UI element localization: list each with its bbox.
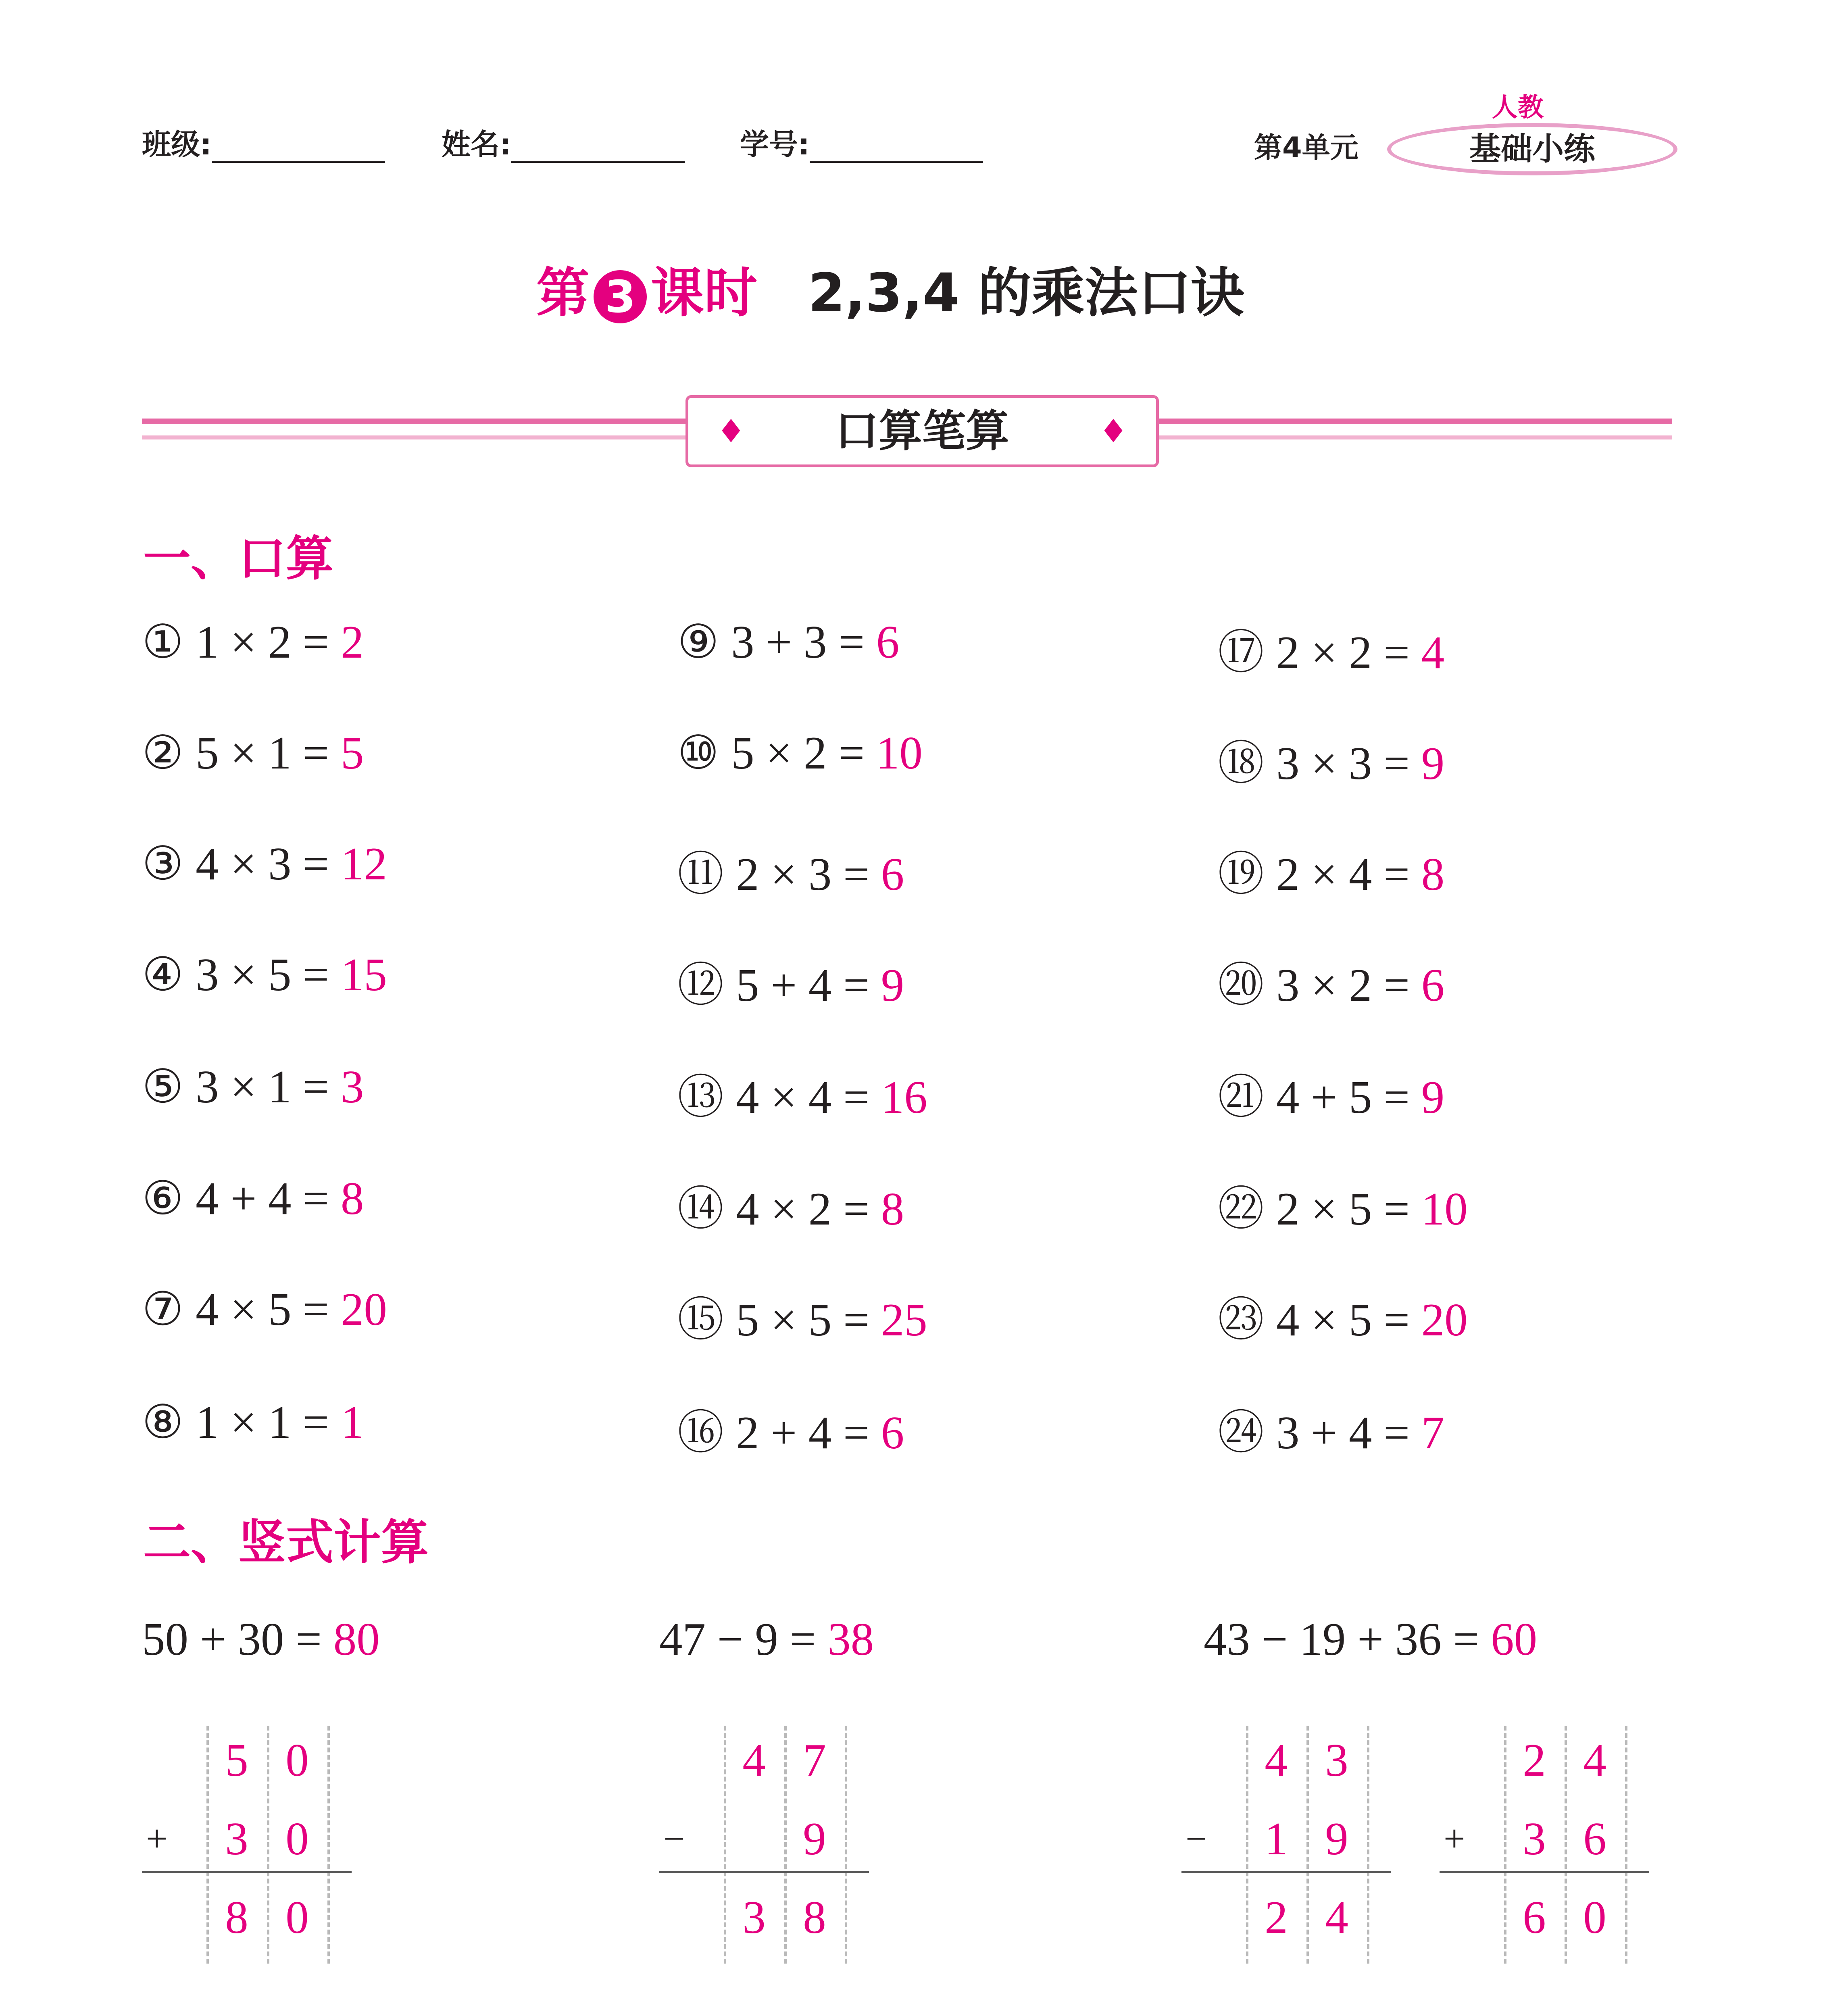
item-number: ⑯ xyxy=(677,1407,724,1458)
item-expression: 4 × 5 = xyxy=(1276,1294,1410,1345)
item-number: ⑫ xyxy=(677,960,724,1011)
problem: 50 + 30 = 80 xyxy=(142,1614,380,1665)
item-number: ⑲ xyxy=(1218,849,1265,900)
section-band xyxy=(685,395,1159,467)
item-number: ⑪ xyxy=(677,849,724,900)
vertical-calculation xyxy=(142,1726,352,1968)
item-expression: 4 × 3 = xyxy=(196,838,329,889)
lesson-number-badge: 3 xyxy=(594,270,647,323)
item-answer: 9 xyxy=(1421,738,1445,789)
item-expression: 5 × 2 = xyxy=(731,727,865,779)
digit: 0 xyxy=(285,1892,309,1943)
item-answer: 15 xyxy=(340,949,387,1000)
digit: 2 xyxy=(1523,1735,1546,1786)
item-expression: 3 + 3 = xyxy=(731,616,865,668)
oral-item xyxy=(677,1395,904,1462)
digit: 8 xyxy=(803,1892,826,1943)
oral-item xyxy=(677,1060,927,1126)
item-number: ④ xyxy=(142,949,184,1000)
oral-item xyxy=(1218,726,1444,792)
result-rule xyxy=(1440,1871,1649,1873)
item-expression: 3 + 4 = xyxy=(1276,1407,1410,1458)
item-expression: 1 × 1 = xyxy=(196,1397,329,1448)
digit: 3 xyxy=(742,1892,766,1943)
item-expression: 5 × 1 = xyxy=(196,727,329,779)
item-answer: 8 xyxy=(1421,849,1445,900)
oral-item xyxy=(142,1282,387,1336)
oral-item xyxy=(142,1060,364,1114)
item-answer: 2 xyxy=(340,616,364,668)
item-expression: 4 × 5 = xyxy=(196,1284,329,1335)
digit: 4 xyxy=(1325,1892,1348,1943)
item-answer: 4 xyxy=(1421,627,1445,678)
item-number: ① xyxy=(142,616,184,668)
item-number: ⑩ xyxy=(677,727,719,779)
oral-item xyxy=(677,726,923,780)
digit: 6 xyxy=(1523,1892,1546,1943)
item-answer: 8 xyxy=(881,1183,904,1235)
item-expression: 3 × 2 = xyxy=(1276,960,1410,1011)
class-label: 班级: xyxy=(142,121,385,163)
item-answer: 9 xyxy=(1421,1072,1445,1123)
digit: 1 xyxy=(1265,1813,1288,1864)
item-answer: 3 xyxy=(340,1061,364,1112)
item-number: ⑬ xyxy=(677,1072,724,1123)
item-expression: 2 × 2 = xyxy=(1276,627,1410,678)
item-expression: 3 × 3 = xyxy=(1276,738,1410,789)
item-answer: 6 xyxy=(1421,960,1445,1011)
item-answer: 12 xyxy=(340,838,387,889)
item-expression: 4 + 4 = xyxy=(196,1173,329,1224)
item-answer: 1 xyxy=(340,1397,364,1448)
digit: 7 xyxy=(803,1735,826,1786)
digit-column-line xyxy=(1625,1726,1627,1964)
oral-item xyxy=(677,1282,927,1349)
oral-item xyxy=(677,837,904,903)
band-label: 口算笔算 xyxy=(835,406,1009,456)
edition-label: 人教 xyxy=(1492,93,1544,123)
oral-item xyxy=(677,615,899,669)
item-expression: 4 × 2 = xyxy=(736,1183,869,1235)
item-expression: 2 × 4 = xyxy=(1276,849,1410,900)
item-expression: 5 × 5 = xyxy=(736,1294,869,1345)
digit: 6 xyxy=(1583,1813,1606,1864)
item-answer: 6 xyxy=(881,849,904,900)
digit: 0 xyxy=(285,1735,309,1786)
item-number: ⑭ xyxy=(677,1183,724,1235)
section-heading-oral: 一、口算 xyxy=(143,531,334,586)
operator: + xyxy=(146,1817,168,1860)
digit-column-line xyxy=(1367,1726,1369,1964)
item-number: ⑦ xyxy=(142,1284,184,1335)
item-answer: 10 xyxy=(876,727,923,779)
oral-item xyxy=(1218,1171,1468,1238)
number-field[interactable] xyxy=(810,137,983,163)
item-answer: 20 xyxy=(1421,1294,1468,1345)
item-number: ⑳ xyxy=(1218,960,1265,1011)
name-field[interactable] xyxy=(511,137,685,163)
item-number: ㉔ xyxy=(1218,1407,1265,1458)
digit: 5 xyxy=(225,1735,248,1786)
oral-item xyxy=(1218,1060,1444,1126)
section-heading-vertical: 二、竖式计算 xyxy=(143,1514,429,1570)
item-expression: 1 × 2 = xyxy=(196,616,329,668)
item-answer: 10 xyxy=(1421,1183,1468,1235)
unit-label: 第4单元 xyxy=(1254,131,1358,164)
item-expression: 2 × 3 = xyxy=(736,849,869,900)
digit: 4 xyxy=(1583,1735,1606,1786)
item-expression: 5 + 4 = xyxy=(736,960,869,1011)
item-answer: 9 xyxy=(881,960,904,1011)
digit: 3 xyxy=(1523,1813,1546,1864)
vertical-calculation xyxy=(659,1726,869,1968)
digit: 4 xyxy=(1265,1735,1288,1786)
digit-column-line xyxy=(845,1726,847,1964)
item-number: ⑰ xyxy=(1218,627,1265,678)
digit: 3 xyxy=(225,1813,248,1864)
oral-item xyxy=(142,1395,364,1449)
item-expression: 4 + 5 = xyxy=(1276,1072,1410,1123)
oral-item xyxy=(1218,948,1444,1014)
class-field[interactable] xyxy=(212,137,385,163)
lesson-topic: 2,3,4 的乘法口诀 xyxy=(808,262,1244,324)
item-number: ㉓ xyxy=(1218,1294,1265,1345)
series-logo: 基础小练 xyxy=(1387,123,1677,175)
item-answer: 25 xyxy=(881,1294,927,1345)
digit: 0 xyxy=(1583,1892,1606,1943)
oral-item xyxy=(142,615,364,669)
digit: 8 xyxy=(225,1892,248,1943)
item-answer: 6 xyxy=(881,1407,904,1458)
problem: 47 − 9 = 38 xyxy=(659,1614,874,1665)
oral-item xyxy=(1218,837,1444,903)
item-answer: 6 xyxy=(876,616,900,668)
oral-item xyxy=(1218,615,1444,681)
item-expression: 3 × 5 = xyxy=(196,949,329,1000)
item-number: ③ xyxy=(142,838,184,889)
item-answer: 16 xyxy=(881,1072,927,1123)
number-label: 学号: xyxy=(740,121,983,163)
item-answer: 20 xyxy=(340,1284,387,1335)
page-title: 第 3 课时 2,3,4 的乘法口诀 xyxy=(536,262,1244,324)
vertical-calculation xyxy=(1440,1726,1649,1968)
result-rule xyxy=(1181,1871,1391,1873)
digit: 2 xyxy=(1265,1892,1288,1943)
oral-item xyxy=(142,1171,364,1225)
result-rule xyxy=(659,1871,869,1873)
oral-item xyxy=(677,948,904,1014)
diamond-icon: ♦ xyxy=(717,412,746,450)
oral-item xyxy=(142,837,387,891)
diamond-icon: ♦ xyxy=(1099,412,1128,450)
digit-column-line xyxy=(327,1726,330,1964)
item-number: ⑱ xyxy=(1218,738,1265,789)
item-answer: 8 xyxy=(340,1173,364,1224)
oral-item xyxy=(1218,1282,1468,1349)
problem: 43 − 19 + 36 = 60 xyxy=(1204,1614,1538,1665)
digit: 4 xyxy=(742,1735,766,1786)
result-rule xyxy=(142,1871,352,1873)
item-answer: 7 xyxy=(1421,1407,1445,1458)
item-number: ⑨ xyxy=(677,616,719,668)
vertical-calculation xyxy=(1181,1726,1391,1968)
item-number: ⑮ xyxy=(677,1294,724,1345)
item-number: ⑤ xyxy=(142,1061,184,1112)
digit: 0 xyxy=(285,1813,309,1864)
item-number: ㉒ xyxy=(1218,1183,1265,1235)
item-expression: 2 + 4 = xyxy=(736,1407,869,1458)
item-number: ⑥ xyxy=(142,1173,184,1224)
item-answer: 5 xyxy=(340,727,364,779)
name-label: 姓名: xyxy=(442,121,685,163)
digit: 3 xyxy=(1325,1735,1348,1786)
item-number: ② xyxy=(142,727,184,779)
digit: 9 xyxy=(803,1813,826,1864)
item-number: ⑧ xyxy=(142,1397,184,1448)
operator: + xyxy=(1444,1817,1465,1860)
oral-item xyxy=(1218,1395,1444,1462)
operator: − xyxy=(1186,1817,1207,1860)
item-expression: 2 × 5 = xyxy=(1276,1183,1410,1235)
item-expression: 3 × 1 = xyxy=(196,1061,329,1112)
digit: 9 xyxy=(1325,1813,1348,1864)
operator: − xyxy=(663,1817,685,1860)
oral-item xyxy=(677,1171,904,1238)
item-number: ㉑ xyxy=(1218,1072,1265,1123)
oral-item xyxy=(142,948,387,1002)
item-expression: 4 × 4 = xyxy=(736,1072,869,1123)
oral-item xyxy=(142,726,364,780)
